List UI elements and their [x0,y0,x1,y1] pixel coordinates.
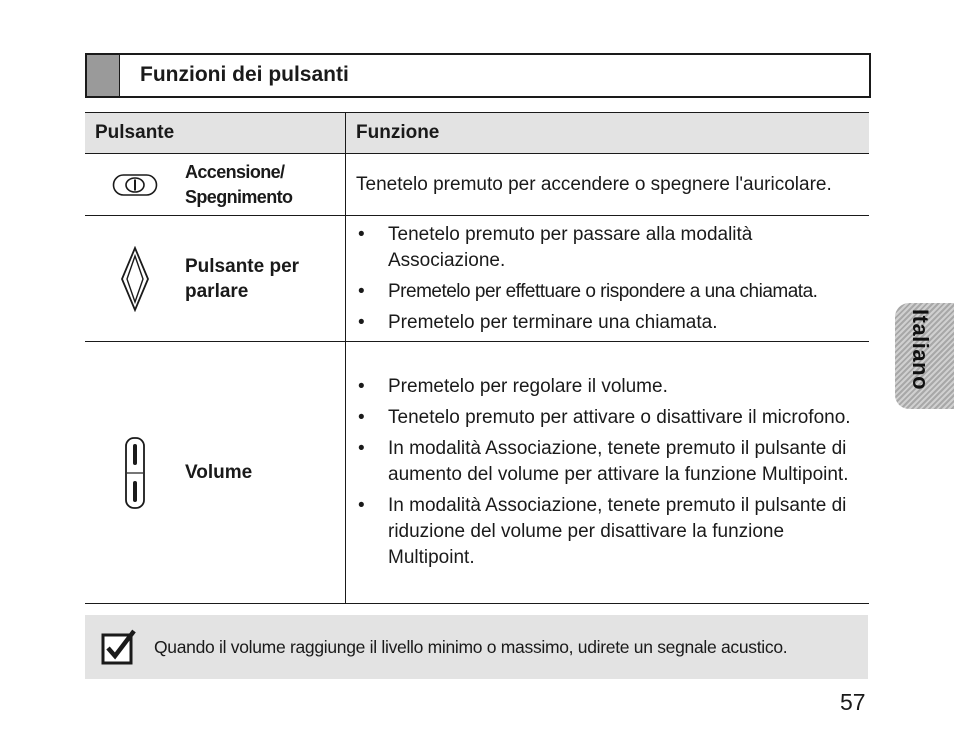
table-row [85,216,869,342]
function-description: Tenetelo premuto per accendere o spegnere l'auricolare. [346,154,870,216]
language-tab [895,303,954,409]
button-label: Pulsante per parlare [185,255,300,302]
function-list [356,222,865,336]
table-row [85,154,869,216]
volume-button-icon [124,436,146,510]
function-list [356,374,865,571]
note-box [85,615,868,679]
list-item: • Tenetelo premuto per passare alla modalità Associazione. [356,222,865,274]
button-label: Accensione/ Spegnimento [185,161,293,207]
talk-button-icon [120,246,150,312]
table-header-row [85,113,869,154]
list-item: • Premetelo per effettuare o rispondere a una chiamata. [356,279,865,305]
note-text: Quando il volume raggiunge il livello minimo o massimo, udirete un segnale acustico. [154,636,788,657]
checkmark-icon [101,629,137,665]
language-tab-label: Italiano [908,309,933,391]
header-button: Pulsante [85,113,346,154]
list-item: • Premetelo per terminare una chiamata. [356,310,865,336]
table-row [85,342,869,604]
button-label: Volume [185,462,253,483]
buttons-table [85,112,869,604]
list-item: • In modalità Associazione, tenete premuto il pulsante di riduzione del volume per disattivare la funzione Multipoint. [356,493,865,571]
section-title: Funzioni dei pulsanti [140,63,349,86]
list-item: • In modalità Associazione, tenete premuto il pulsante di aumento del volume per attivare la funzione Multipoint. [356,436,865,488]
section-header [85,53,871,98]
page-number: 57 [840,689,866,715]
list-item: • Premetelo per regolare il volume. [356,374,865,400]
list-item: • Tenetelo premuto per attivare o disattivare il microfono. [356,405,865,431]
power-button-icon [112,173,158,197]
header-function: Funzione [346,113,870,154]
section-header-accent [87,55,120,96]
